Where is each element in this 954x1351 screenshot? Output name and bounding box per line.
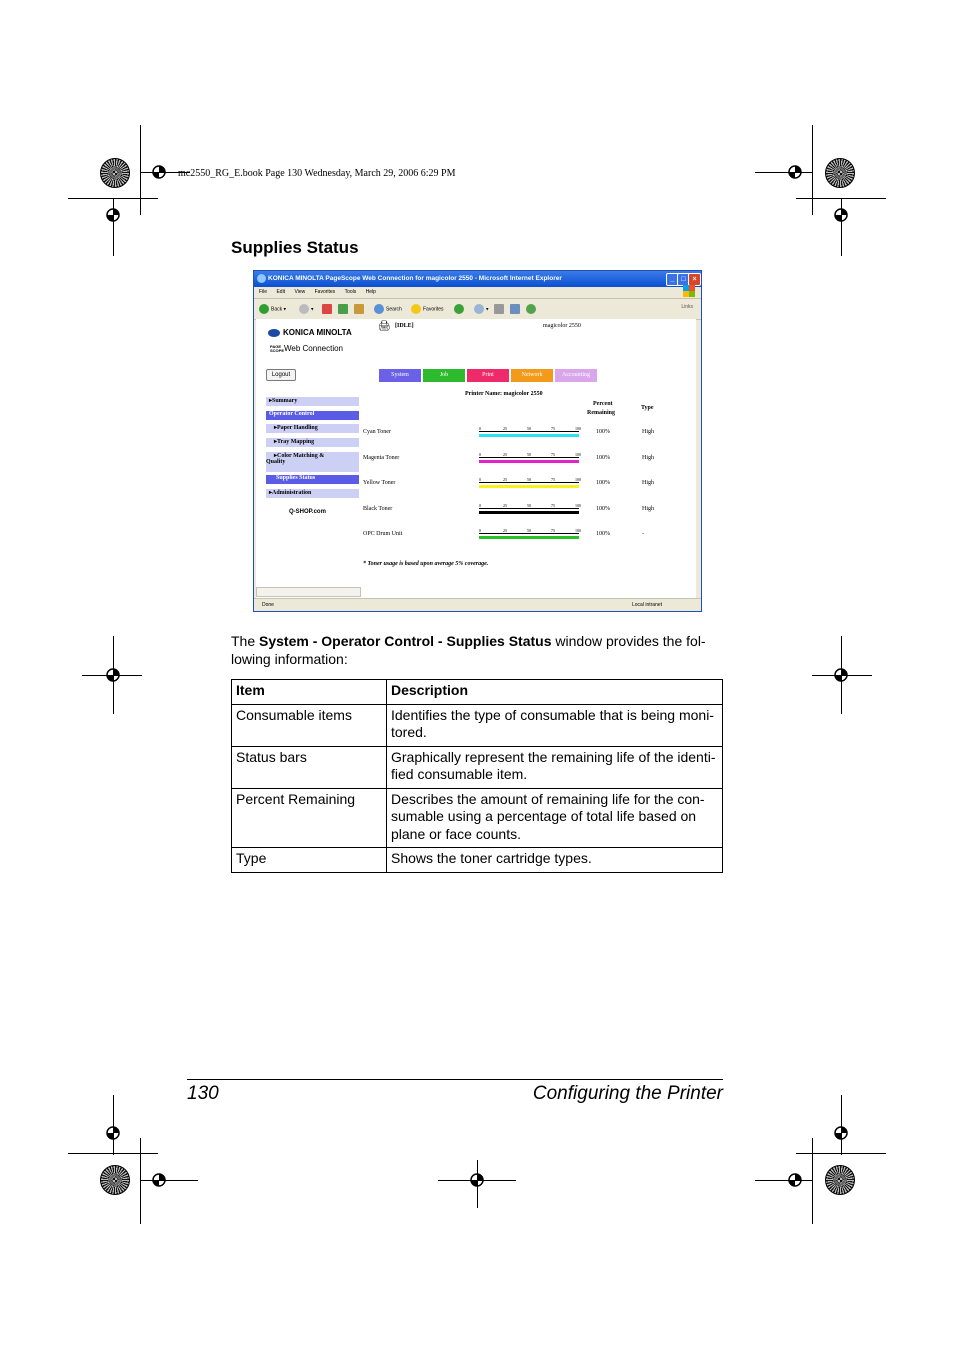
book-header: mc2550_RG_E.book Page 130 Wednesday, March 29, 2006 6:29 PM: [178, 168, 456, 179]
mail-icon: [474, 304, 484, 314]
cell-description: Shows the toner cartridge types.: [387, 848, 723, 873]
cell-item: Status bars: [232, 746, 387, 788]
stop-button[interactable]: [322, 304, 334, 314]
back-arrow-icon: [259, 304, 269, 314]
cell-description: Describes the amount of remaining life for the con-sumable using a percentage of total life based on plane or face counts.: [387, 788, 723, 848]
edit-icon: [510, 304, 520, 314]
messenger-button[interactable]: [526, 304, 538, 314]
crosshair-icon: [148, 1169, 170, 1191]
scale-tick-label: 100: [575, 502, 581, 508]
header-description: Description: [387, 680, 723, 705]
scale-tick-label: 75: [551, 528, 555, 533]
nav-tray-mapping[interactable]: ▸Tray Mapping: [266, 438, 359, 447]
col-percent: Percent: [593, 401, 613, 407]
header-item: Item: [232, 680, 387, 705]
scale-tick-label: 25: [503, 451, 507, 457]
scale-tick-label: 100: [575, 426, 581, 431]
star-icon: [411, 304, 421, 314]
supply-type: High: [642, 505, 654, 512]
nav-operator-control[interactable]: Operator Control: [266, 411, 359, 420]
scale-tick-label: 25: [503, 426, 507, 431]
nav-supplies-status[interactable]: Supplies Status: [266, 475, 359, 484]
nav-paper-handling[interactable]: ▸Paper Handling: [266, 424, 359, 433]
status-zone: Local intranet: [632, 602, 663, 608]
supply-type: High: [642, 429, 654, 435]
tab-network[interactable]: Network: [511, 369, 553, 382]
konica-minolta-logo: KONICA MINOLTA: [268, 328, 352, 337]
scale-tick-label: 0: [479, 451, 481, 457]
brand-globe-icon: [268, 329, 280, 337]
favorites-button[interactable]: Favorites: [411, 304, 444, 314]
home-icon: [354, 304, 364, 314]
supply-scale: [479, 477, 579, 483]
supply-scale: [479, 426, 579, 432]
cell-item: Consumable items: [232, 704, 387, 746]
print-icon: [494, 304, 504, 314]
crosshair-icon: [830, 1122, 852, 1144]
forward-button[interactable]: ▾: [299, 304, 314, 314]
scale-tick-label: 50: [527, 426, 531, 431]
scale-tick-label: 25: [503, 502, 507, 508]
window-title: KONICA MINOLTA PageScope Web Connection for magicolor 2550 - Microsoft Internet Explorer: [268, 275, 562, 282]
crosshair-icon: [102, 204, 124, 226]
table-row: [232, 788, 723, 848]
tab-system[interactable]: System: [379, 369, 421, 382]
horizontal-scrollbar[interactable]: [256, 587, 361, 597]
scale-line: [479, 508, 579, 509]
supply-level-bar: [479, 511, 579, 514]
web-connection-logo: PAGE SCOPEWeb Connection: [270, 343, 343, 353]
col-type: Type: [641, 405, 654, 411]
crosshair-icon: [830, 204, 852, 226]
scale-tick-label: 50: [527, 528, 531, 533]
logout-button[interactable]: Logout: [266, 369, 296, 381]
intro-pre: The: [231, 633, 260, 649]
supply-name: OPC Drum Unit: [363, 531, 403, 537]
chapter-title: Configuring the Printer: [532, 1083, 723, 1104]
intro-paragraph: [231, 632, 723, 668]
supply-level-bar: [479, 460, 579, 463]
cell-description: Graphically represent the remaining life of the identi-fied consumable item.: [387, 746, 723, 788]
menu-tools[interactable]: Tools: [344, 289, 357, 295]
web-page: [256, 319, 696, 599]
table-header-row: [232, 680, 723, 705]
scale-tick-label: 0: [479, 502, 481, 508]
printer-name: Printer Name: magicolor 2550: [465, 391, 543, 397]
scale-tick-label: 100: [575, 528, 581, 533]
supply-scale: [479, 503, 579, 509]
menu-edit[interactable]: Edit: [276, 289, 286, 295]
menu-view[interactable]: View: [294, 289, 306, 295]
home-button[interactable]: [354, 304, 366, 314]
supply-level-bar: [479, 536, 579, 539]
menu-favorites[interactable]: Favorites: [314, 289, 336, 295]
browser-screenshot: [253, 270, 702, 612]
scale-line: [479, 457, 579, 458]
info-table: [231, 679, 723, 873]
scale-tick-label: 0: [479, 477, 481, 482]
menu-help[interactable]: Help: [365, 289, 376, 295]
crosshair-icon: [830, 664, 852, 686]
scale-tick-label: 75: [551, 451, 555, 457]
supply-percent: 100%: [596, 429, 610, 435]
nav-summary[interactable]: ▸Summary: [266, 397, 359, 406]
scale-tick-label: 75: [551, 502, 555, 508]
tab-job[interactable]: Job: [423, 369, 465, 382]
tab-print[interactable]: Print: [467, 369, 509, 382]
crosshair-icon: [148, 161, 170, 183]
links-label[interactable]: Links: [681, 304, 693, 310]
toner-footnote: * Toner usage is based upon average 5% coverage.: [363, 561, 489, 567]
cell-description: Identifies the type of consumable that is being moni-tored.: [387, 704, 723, 746]
scale-line: [479, 431, 579, 432]
scale-tick-label: 0: [479, 528, 481, 533]
forward-arrow-icon: [299, 304, 309, 314]
supply-scale: [479, 452, 579, 458]
status-done: Done: [262, 602, 274, 608]
edit-button[interactable]: [510, 304, 522, 314]
supply-name: Yellow Toner: [363, 480, 396, 486]
intro-post: window provides the fol-: [551, 633, 706, 649]
supply-scale: [479, 528, 579, 534]
history-icon: [454, 304, 464, 314]
supply-type: -: [642, 531, 644, 537]
nav-color-matching[interactable]: [266, 452, 359, 472]
close-button[interactable]: ×: [688, 273, 701, 286]
scale-tick-label: 75: [551, 477, 555, 482]
cell-item: Percent Remaining: [232, 788, 387, 848]
page-number: 130: [187, 1083, 219, 1104]
printer-state: [IDLE]: [395, 323, 414, 329]
scale-line: [479, 533, 579, 534]
tab-accounting[interactable]: Accounting: [555, 369, 597, 382]
cell-item: Type: [232, 848, 387, 873]
refresh-button[interactable]: [338, 304, 350, 314]
browser-toolbar: [254, 298, 701, 320]
table-row: [232, 704, 723, 746]
crosshair-icon: [784, 1169, 806, 1191]
nav-administration[interactable]: ▸Administration: [266, 489, 359, 498]
supply-percent: 100%: [596, 454, 610, 461]
supply-percent: 100%: [596, 505, 610, 512]
crosshair-icon: [102, 1122, 124, 1144]
scale-tick-label: 25: [503, 477, 507, 482]
maximize-button[interactable]: □: [677, 273, 690, 286]
table-row: [232, 848, 723, 873]
supply-name: Black Toner: [363, 505, 393, 512]
scale-tick-label: 100: [575, 477, 581, 482]
window-titlebar: [254, 271, 701, 287]
menu-bar: [254, 287, 701, 297]
scale-tick-label: 25: [503, 528, 507, 533]
supply-level-bar: [479, 485, 579, 488]
minimize-button[interactable]: _: [666, 273, 679, 286]
windows-logo-icon: [683, 285, 695, 297]
supply-level-bar: [479, 434, 579, 437]
supply-name: Magenta Toner: [363, 454, 400, 461]
scale-tick-label: 50: [527, 477, 531, 482]
crosshair-icon: [784, 161, 806, 183]
scale-tick-label: 100: [575, 451, 581, 457]
print-button[interactable]: [494, 304, 506, 314]
back-button[interactable]: Back ▾: [259, 304, 286, 314]
nav-color-matching-line2: Quality: [266, 459, 286, 465]
supply-name: Cyan Toner: [363, 429, 391, 435]
supply-type: High: [642, 480, 654, 486]
refresh-icon: [338, 304, 348, 314]
supply-type: High: [642, 454, 654, 461]
scale-tick-label: 50: [527, 502, 531, 508]
menu-file[interactable]: File: [259, 289, 268, 295]
stop-icon: [322, 304, 332, 314]
messenger-icon: [526, 304, 536, 314]
section-title: Supplies Status: [231, 238, 359, 257]
printer-model: magicolor 2550: [543, 323, 581, 329]
nav-color-matching-line1: ▸Color Matching &: [274, 453, 325, 459]
intro-bold: System - Operator Control - Supplies Status: [259, 633, 552, 649]
crosshair-icon: [466, 1169, 488, 1191]
search-button[interactable]: Search: [374, 304, 402, 314]
supply-percent: 100%: [596, 480, 610, 486]
supply-percent: 100%: [596, 531, 610, 537]
col-remaining: Remaining: [587, 410, 616, 416]
registration-disc-icon: [100, 1165, 130, 1195]
scale-line: [479, 482, 579, 483]
ie-icon: [257, 274, 266, 283]
printer-icon: 🖨: [378, 321, 391, 332]
intro-line2: lowing information:: [231, 651, 348, 667]
scale-tick-label: 0: [479, 426, 481, 431]
history-button[interactable]: [454, 304, 466, 314]
registration-disc-icon: [825, 158, 855, 188]
status-bar: [254, 598, 701, 611]
search-icon: [374, 304, 384, 314]
qshop-link[interactable]: Q-SHOP.com: [289, 509, 326, 515]
table-row: [232, 746, 723, 788]
scale-tick-label: 50: [527, 451, 531, 457]
registration-disc-icon: [825, 1165, 855, 1195]
registration-disc-icon: [100, 158, 130, 188]
crosshair-icon: [102, 664, 124, 686]
scale-tick-label: 75: [551, 426, 555, 431]
footer-rule: [187, 1079, 723, 1080]
mail-button[interactable]: ▾: [474, 304, 489, 314]
